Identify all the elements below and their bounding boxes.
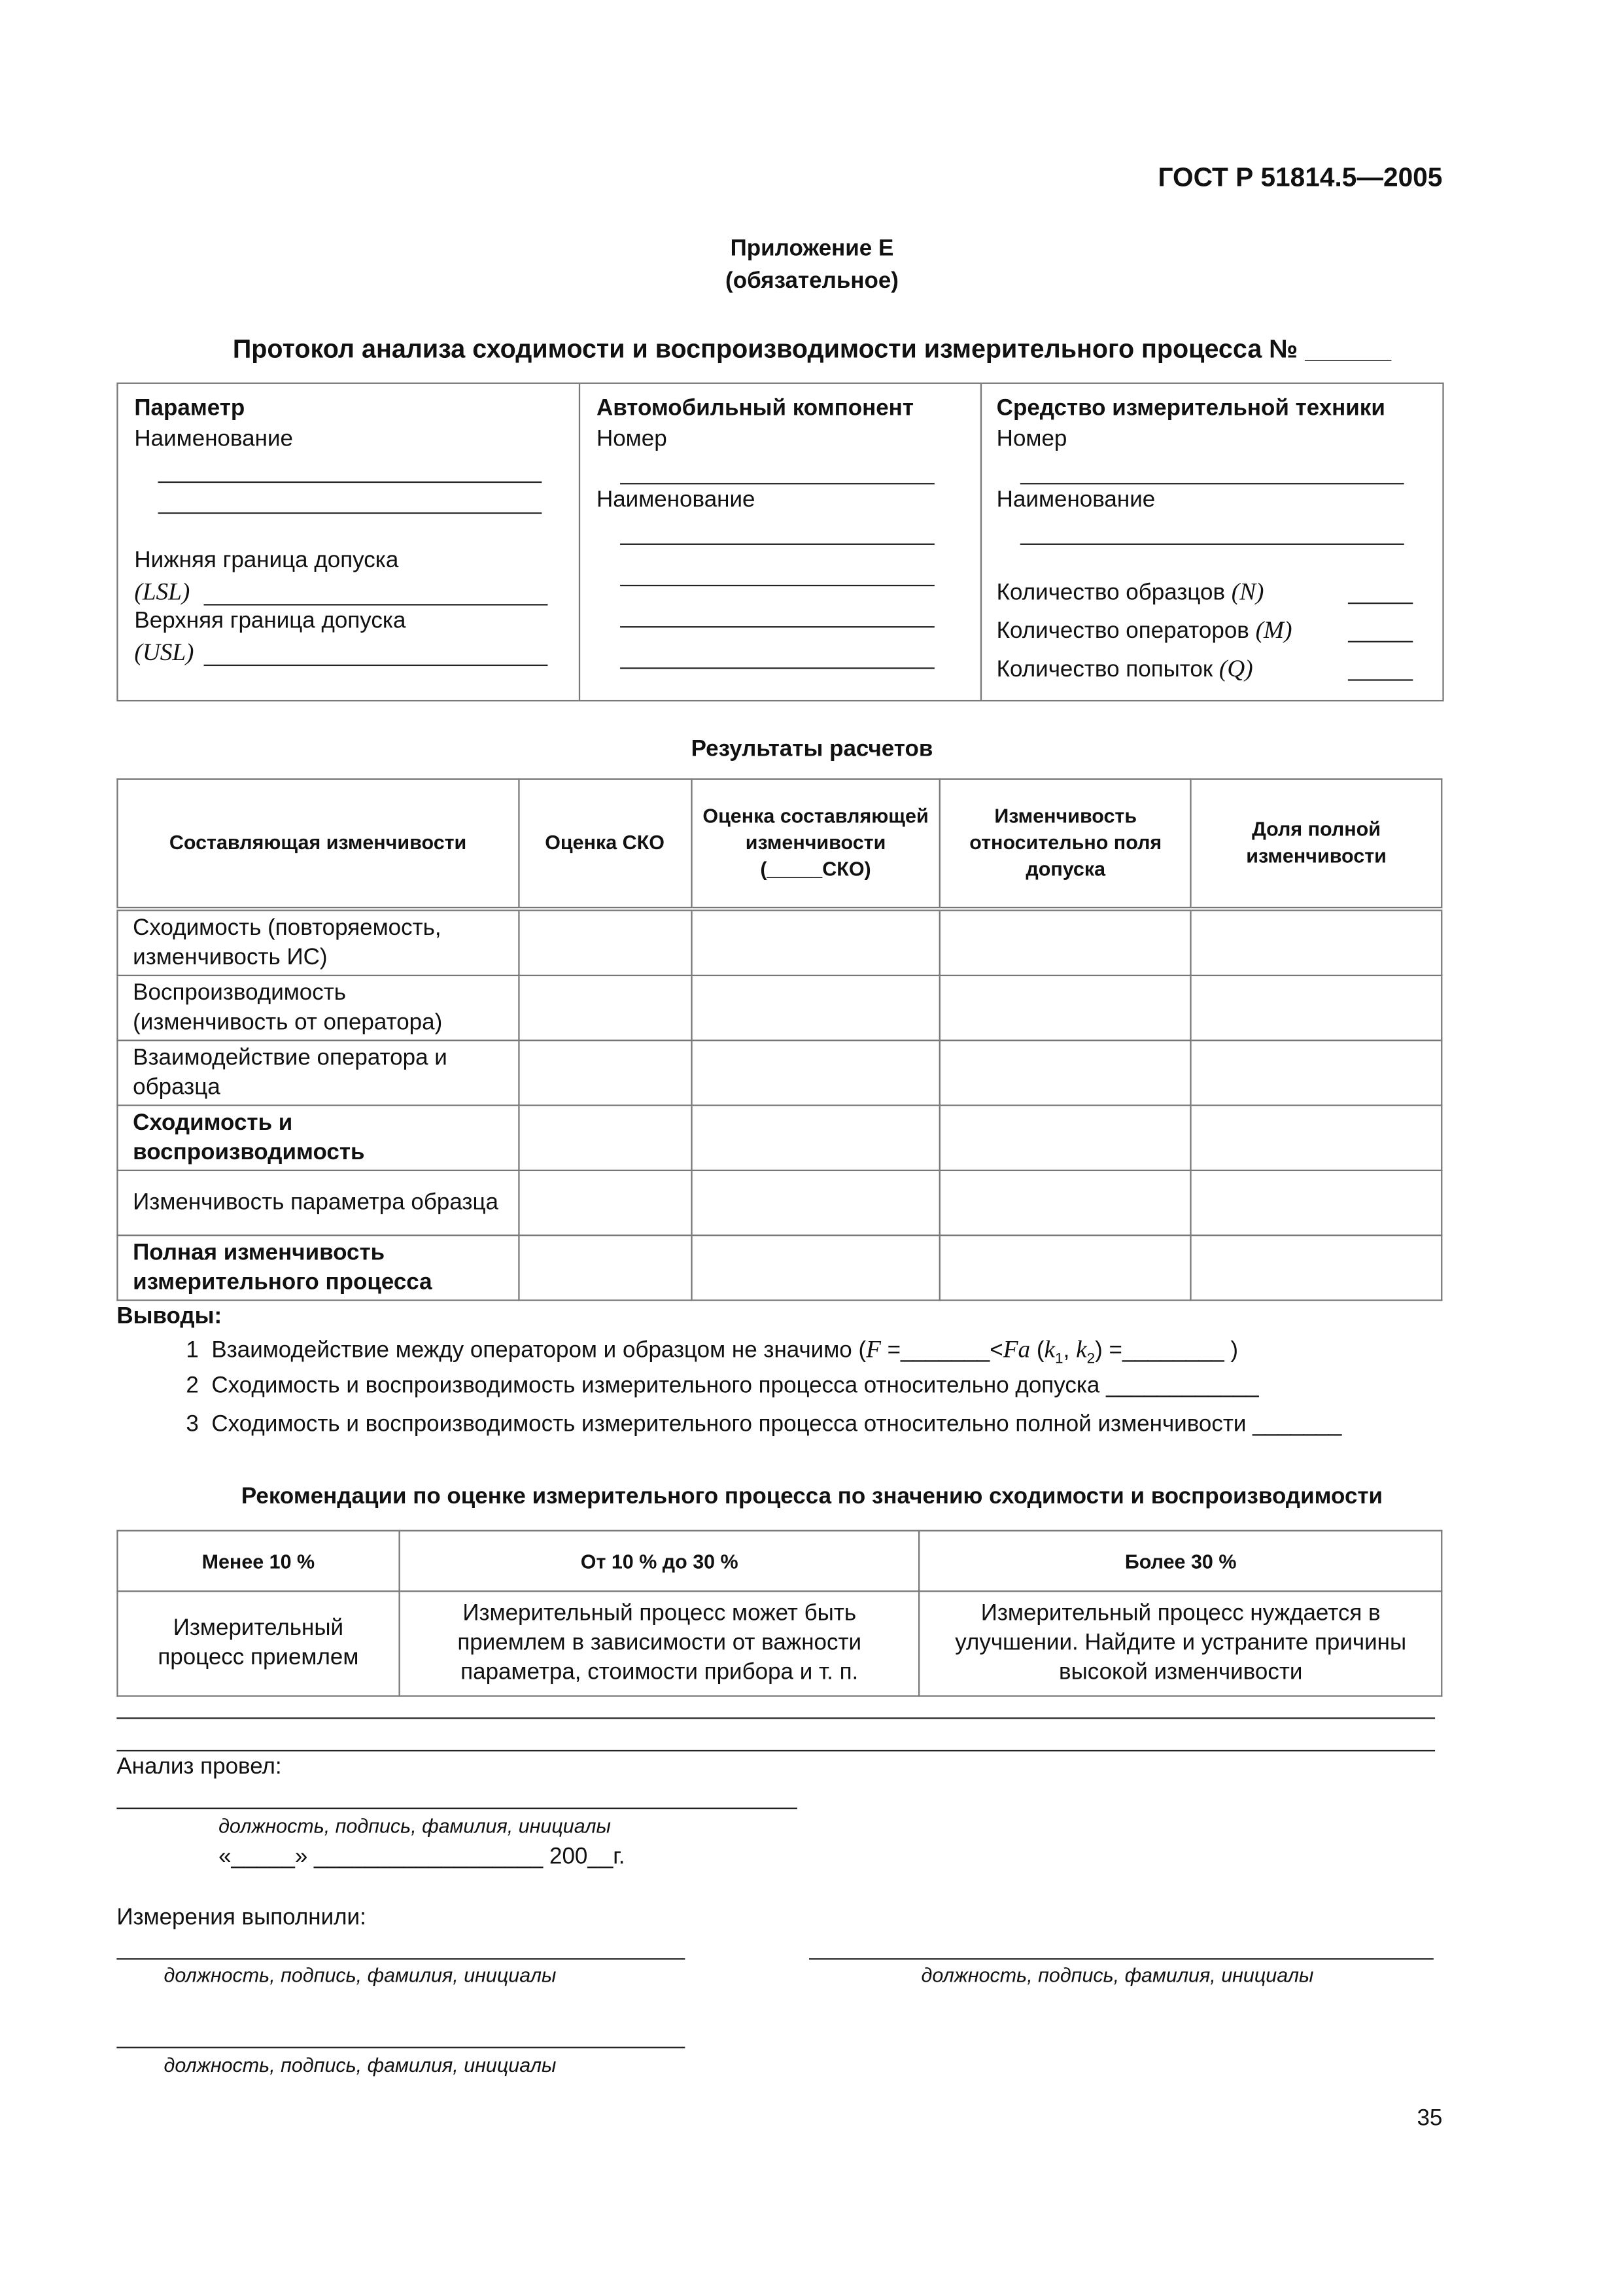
table-row (117, 1235, 1442, 1300)
results-header-row (117, 779, 1442, 909)
value-cell[interactable] (691, 1235, 940, 1300)
parameter-heading: Параметр (134, 395, 245, 421)
conclusion-item (186, 1373, 1258, 1400)
parameter-name-line[interactable] (158, 512, 542, 514)
col-header-sko: Оценка СКО (519, 779, 691, 909)
analysis-signature-line[interactable] (116, 1808, 797, 1809)
measurer-signature-line[interactable] (809, 1958, 1434, 1959)
conclusion-text: Взаимодействие между оператором и образцом не значимо ( (211, 1338, 867, 1363)
recommendations-header-row (117, 1531, 1442, 1592)
conclusion-text: =_______< (880, 1338, 1003, 1363)
operators-label: Количество операторов (996, 618, 1249, 644)
operators-value-line[interactable] (1348, 641, 1413, 642)
conclusion-number: 1 (186, 1338, 199, 1363)
value-cell[interactable] (691, 1106, 940, 1170)
value-cell[interactable] (1191, 1235, 1442, 1300)
analysis-date-line: «_____» __________________ 200__г. (218, 1844, 625, 1870)
parameter-name-label: Наименование (134, 427, 293, 452)
component-heading: Автомобильный компонент (596, 395, 914, 421)
instrument-number-label: Номер (996, 427, 1067, 452)
annex-title: Приложение Е (730, 236, 894, 262)
conclusions-title: Выводы: (116, 1304, 222, 1329)
k1-subscript: 1 (1055, 1351, 1063, 1368)
row-label: Воспроизводимость (изменчивость от оператора) (117, 975, 518, 1040)
table-row (117, 1106, 1442, 1170)
measurer-signature-line[interactable] (116, 1958, 685, 1959)
value-cell[interactable] (1191, 1106, 1442, 1170)
row-label: Сходимость (повторяемость, изменчивость ИС) (117, 909, 518, 975)
page-number: 35 (1417, 2105, 1443, 2131)
recommendation-cell: Измерительный процесс нуждается в улучшении. Найдите и устраните причины высокой изменчивости (920, 1591, 1442, 1696)
conclusion-text: ( (1030, 1338, 1045, 1363)
conclusion-text: , (1063, 1338, 1077, 1363)
k2-subscript: 2 (1086, 1351, 1096, 1368)
component-name-line[interactable] (620, 544, 935, 545)
value-cell[interactable] (1191, 975, 1442, 1040)
samples-row (997, 578, 1264, 607)
row-label: Изменчивость параметра образца (117, 1170, 518, 1235)
value-cell[interactable] (519, 1106, 691, 1170)
conclusion-number: 2 (186, 1373, 199, 1399)
operators-row (997, 616, 1292, 645)
table-row (117, 909, 1442, 975)
lsl-value-line[interactable] (204, 604, 548, 605)
operators-symbol: (M) (1255, 616, 1292, 644)
component-number-label: Номер (596, 427, 667, 452)
table-row (117, 1170, 1442, 1235)
info-box-divider (980, 384, 982, 700)
measurer-signature-caption: должность, подпись, фамилия, инициалы (164, 2054, 557, 2076)
lsl-symbol: (LSL) (134, 577, 190, 606)
component-number-line[interactable] (620, 483, 935, 484)
table-row (117, 1040, 1442, 1105)
measurements-label: Измерения выполнили: (116, 1904, 366, 1931)
results-table (116, 779, 1442, 1301)
value-cell[interactable] (941, 1106, 1191, 1170)
measurer-signature-caption: должность, подпись, фамилия, инициалы (164, 1964, 557, 1987)
conclusion-text: ) =________ ) (1095, 1338, 1239, 1363)
usl-symbol: (USL) (134, 638, 194, 667)
trials-symbol: (Q) (1218, 654, 1253, 682)
standard-number: ГОСТ Р 51814.5—2005 (1158, 162, 1443, 192)
notes-line[interactable] (116, 1750, 1435, 1751)
col-header-component: Составляющая изменчивости (117, 779, 518, 909)
col-header-less-10: Менее 10 % (117, 1531, 399, 1592)
samples-value-line[interactable] (1348, 603, 1413, 604)
value-cell[interactable] (941, 909, 1191, 975)
measurer-signature-line[interactable] (116, 2047, 685, 2048)
f-symbol: F (866, 1335, 881, 1363)
value-cell[interactable] (1191, 909, 1442, 975)
value-cell[interactable] (941, 1235, 1191, 1300)
table-row (117, 975, 1442, 1040)
value-cell[interactable] (691, 975, 940, 1040)
value-cell[interactable] (519, 909, 691, 975)
usl-value-line[interactable] (204, 665, 548, 666)
analysis-signature-caption: должность, подпись, фамилия, инициалы (218, 1815, 611, 1838)
value-cell[interactable] (941, 975, 1191, 1040)
table-row (117, 1591, 1442, 1696)
recommendations-table (116, 1530, 1442, 1697)
protocol-title: Протокол анализа сходимости и воспроизводимости измерительного процесса № ______ (232, 334, 1392, 364)
trials-value-line[interactable] (1348, 679, 1413, 680)
value-cell[interactable] (691, 1170, 940, 1235)
value-cell[interactable] (941, 1170, 1191, 1235)
info-box (116, 383, 1443, 702)
component-name-label: Наименование (596, 487, 755, 513)
k1-symbol: k (1044, 1335, 1056, 1363)
annex-heading (0, 234, 1624, 298)
col-header-tolerance-variation: Изменчивость относительно поля допуска (941, 779, 1191, 909)
conclusion-text: Сходимость и воспроизводимость измерительного процесса относительно допуска ____________ (211, 1373, 1259, 1399)
fa-symbol: Fa (1003, 1335, 1031, 1363)
instrument-number-line[interactable] (1020, 483, 1404, 484)
conclusion-item (186, 1412, 1341, 1439)
col-header-share-of-total: Доля полной изменчивости (1191, 779, 1442, 909)
recommendations-title: Рекомендации по оценке измерительного процесса по значению сходимости и воспроизводимости (241, 1484, 1383, 1509)
analysis-label: Анализ провел: (116, 1754, 282, 1780)
annex-status: (обязательное) (725, 268, 899, 294)
trials-row (997, 654, 1253, 684)
value-cell[interactable] (691, 909, 940, 975)
value-cell[interactable] (691, 1040, 940, 1105)
parameter-name-line[interactable] (158, 482, 542, 483)
row-label: Полная изменчивость измерительного процесса (117, 1235, 518, 1300)
samples-label: Количество образцов (996, 580, 1226, 606)
value-cell[interactable] (1191, 1040, 1442, 1105)
conclusion-item (186, 1335, 1238, 1368)
instrument-name-label: Наименование (996, 487, 1156, 513)
row-label: Сходимость и воспроизводимость (117, 1106, 518, 1170)
component-name-line[interactable] (620, 585, 935, 586)
trials-label: Количество попыток (996, 657, 1213, 682)
info-box-divider (579, 384, 580, 700)
col-header-component-estimate: Оценка составляющей изменчивости (_____СКО) (691, 779, 940, 909)
notes-line[interactable] (116, 1717, 1435, 1719)
value-cell[interactable] (1191, 1170, 1442, 1235)
conclusion-number: 3 (186, 1411, 199, 1437)
value-cell[interactable] (519, 1040, 691, 1105)
value-cell[interactable] (519, 975, 691, 1040)
value-cell[interactable] (519, 1170, 691, 1235)
row-label: Взаимодействие оператора и образца (117, 1040, 518, 1105)
measurer-signature-caption: должность, подпись, фамилия, инициалы (921, 1964, 1314, 1987)
conclusion-text: Сходимость и воспроизводимость измерительного процесса относительно полной изменчивости _______ (211, 1411, 1342, 1437)
value-cell[interactable] (941, 1040, 1191, 1105)
component-name-line[interactable] (620, 626, 935, 627)
recommendation-cell: Измерительный процесс приемлем (117, 1591, 399, 1696)
usl-label: Верхняя граница допуска (134, 608, 406, 634)
samples-symbol: (N) (1231, 577, 1264, 606)
instrument-heading: Средство измерительной техники (996, 395, 1385, 421)
col-header-more-30: Более 30 % (920, 1531, 1442, 1592)
value-cell[interactable] (519, 1235, 691, 1300)
results-title: Результаты расчетов (691, 737, 933, 762)
col-header-10-30: От 10 % до 30 % (399, 1531, 920, 1592)
k2-symbol: k (1076, 1335, 1087, 1363)
recommendation-cell: Измерительный процесс может быть приемлем в зависимости от важности параметра, стоимости прибора и т. п. (399, 1591, 920, 1696)
component-name-line[interactable] (620, 667, 935, 669)
lsl-label: Нижняя граница допуска (134, 548, 399, 573)
instrument-name-line[interactable] (1020, 544, 1404, 545)
